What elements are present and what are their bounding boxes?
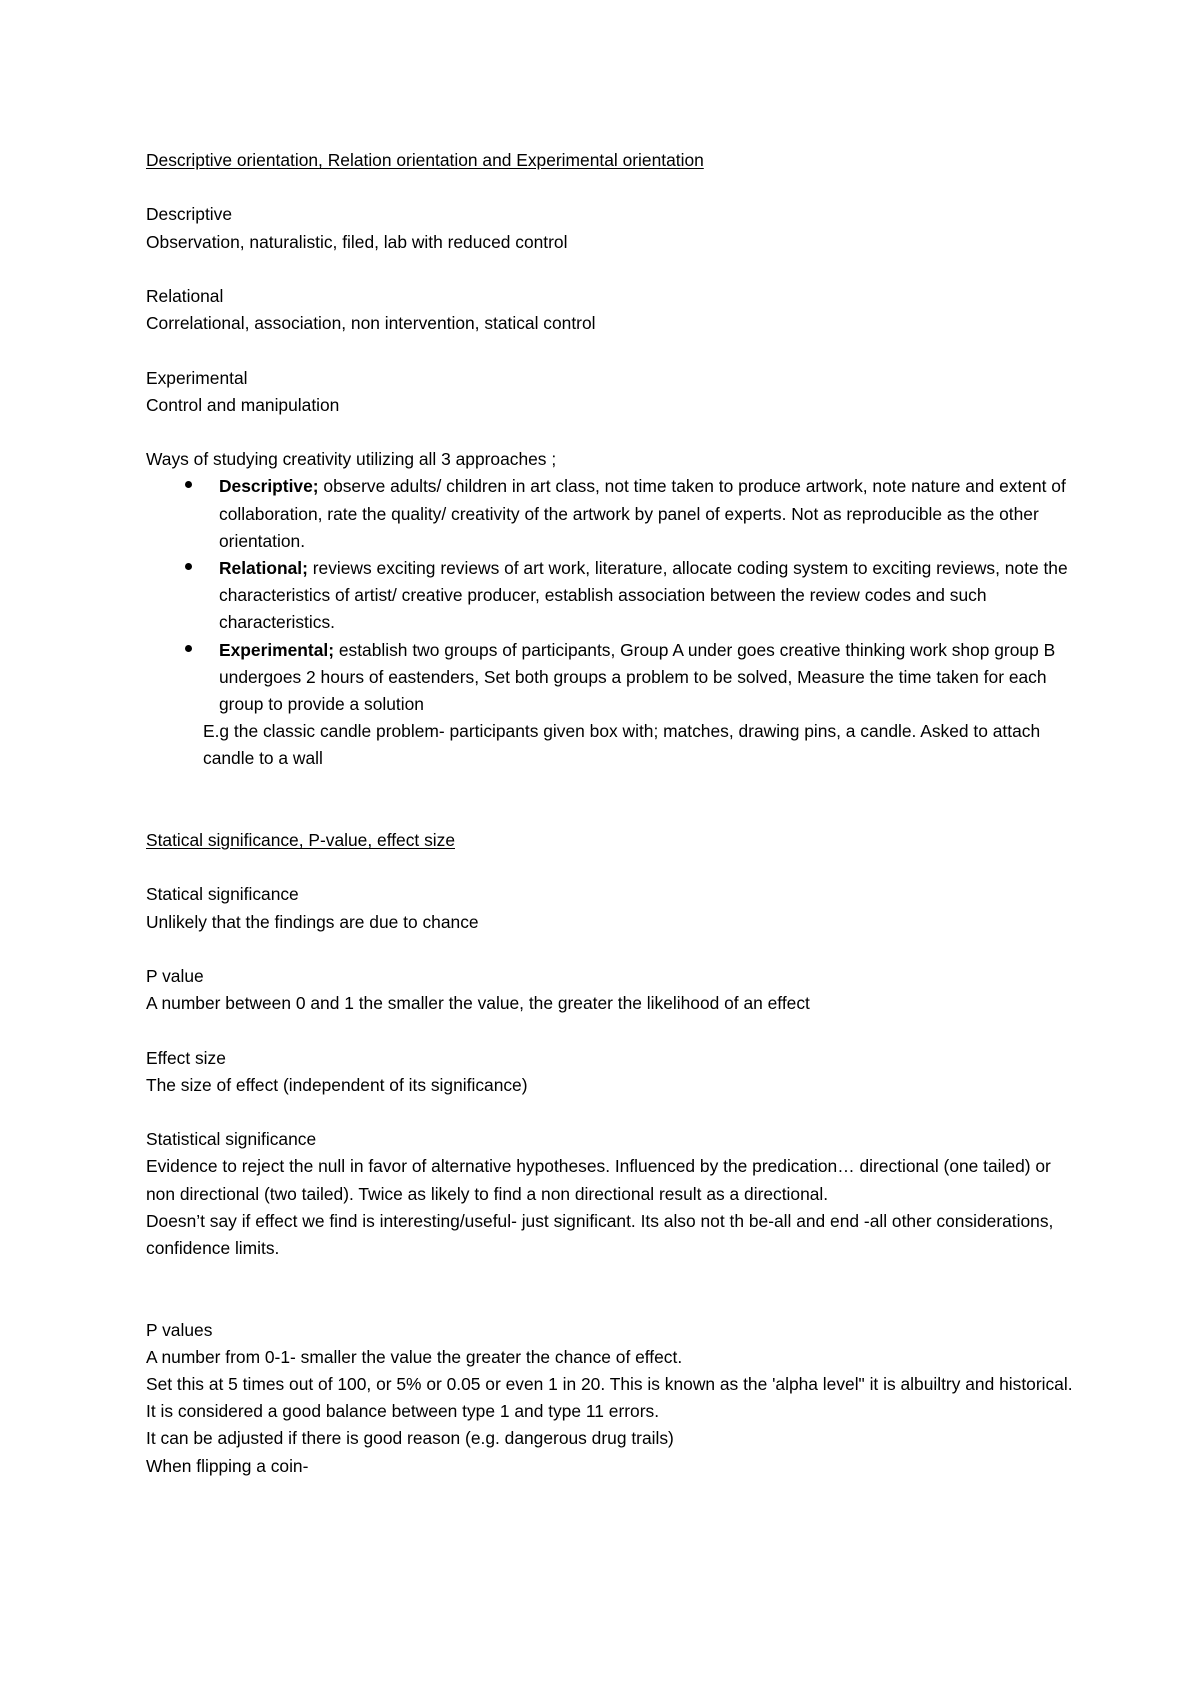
spacer bbox=[146, 1262, 1076, 1316]
spacer bbox=[146, 773, 1076, 827]
bullet-icon bbox=[185, 645, 192, 652]
bullet-text: reviews exciting reviews of art work, literature, allocate coding system to exciting reviews, note the characteristics of artist/ creative producer, establish association between the review codes and such characteristics. bbox=[219, 557, 1068, 633]
bullet-text: observe adults/ children in art class, not time taken to produce artwork, note nature and extent of collaboration, rate the quality/ creativity of the artwork by panel of experts. Not as reproducible as the other orientation. bbox=[219, 476, 1066, 551]
spacer bbox=[146, 854, 1076, 881]
text-statistical-significance-2: Doesn’t say if effect we find is interesting/useful- just significant. Its also not th be-all and end -all other considerations, confidence limits. bbox=[146, 1210, 1059, 1258]
spacer bbox=[146, 419, 1076, 446]
document-body bbox=[146, 147, 1076, 1480]
heading-p-values: P values bbox=[146, 1319, 213, 1340]
spacer bbox=[146, 174, 1076, 201]
bullet-icon bbox=[185, 481, 192, 488]
text-p-values-3: It is considered a good balance between type 1 and type 11 errors. bbox=[146, 1401, 660, 1422]
spacer bbox=[146, 1099, 1076, 1126]
text-experimental: Control and manipulation bbox=[146, 394, 340, 415]
heading-statistical-significance: Statistical significance bbox=[146, 1129, 317, 1150]
candle-example: E.g the classic candle problem- participants given box with; matches, drawing pins, a candle. Asked to attach candle to a wall bbox=[203, 721, 1045, 769]
spacer bbox=[146, 1017, 1076, 1044]
text-effect-size: The size of effect (independent of its significance) bbox=[146, 1074, 528, 1095]
heading-statical-significance: Statical significance bbox=[146, 884, 299, 905]
text-p-values-5: When flipping a coin- bbox=[146, 1455, 309, 1476]
spacer bbox=[146, 337, 1076, 364]
bullet-icon bbox=[185, 563, 192, 570]
text-p-values-2: Set this at 5 times out of 100, or 5% or 0.05 or even 1 in 20. This is known as the 'alpha level" it is albuiltry and historical. bbox=[146, 1373, 1073, 1394]
list-item bbox=[146, 637, 1076, 719]
heading-p-value: P value bbox=[146, 965, 204, 986]
ways-intro: Ways of studying creativity utilizing all 3 approaches ; bbox=[146, 449, 557, 470]
approaches-list bbox=[146, 473, 1076, 718]
spacer bbox=[146, 936, 1076, 963]
list-item bbox=[146, 473, 1076, 555]
heading-effect-size: Effect size bbox=[146, 1047, 226, 1068]
text-relational: Correlational, association, non intervention, statical control bbox=[146, 313, 596, 334]
spacer bbox=[146, 256, 1076, 283]
list-item bbox=[146, 555, 1076, 637]
text-statical-significance: Unlikely that the findings are due to chance bbox=[146, 911, 479, 932]
text-p-values-4: It can be adjusted if there is good reason (e.g. dangerous drug trails) bbox=[146, 1428, 674, 1449]
section-title-significance: Statical significance, P-value, effect size bbox=[146, 830, 455, 850]
heading-experimental: Experimental bbox=[146, 367, 248, 388]
heading-descriptive: Descriptive bbox=[146, 204, 233, 225]
bullet-label: Relational; bbox=[219, 557, 308, 578]
text-statistical-significance-1: Evidence to reject the null in favor of alternative hypotheses. Influenced by the predication… directional (one tailed) or non directional (two tailed). Twice as likely to find a non directional result as a directional. bbox=[146, 1156, 1056, 1204]
section-title-orientations: Descriptive orientation, Relation orientation and Experimental orientation bbox=[146, 150, 704, 170]
text-descriptive: Observation, naturalistic, filed, lab with reduced control bbox=[146, 231, 568, 252]
text-p-values-1: A number from 0-1- smaller the value the greater the chance of effect. bbox=[146, 1346, 683, 1367]
bullet-label: Experimental; bbox=[219, 639, 335, 660]
bullet-label: Descriptive; bbox=[219, 476, 319, 497]
text-p-value: A number between 0 and 1 the smaller the value, the greater the likelihood of an effect bbox=[146, 993, 810, 1014]
heading-relational: Relational bbox=[146, 285, 224, 306]
bullet-text: establish two groups of participants, Group A under goes creative thinking work shop group B undergoes 2 hours of eastenders, Set both groups a problem to be solved, Measure the time taken for each group to provide a solution bbox=[219, 639, 1056, 714]
